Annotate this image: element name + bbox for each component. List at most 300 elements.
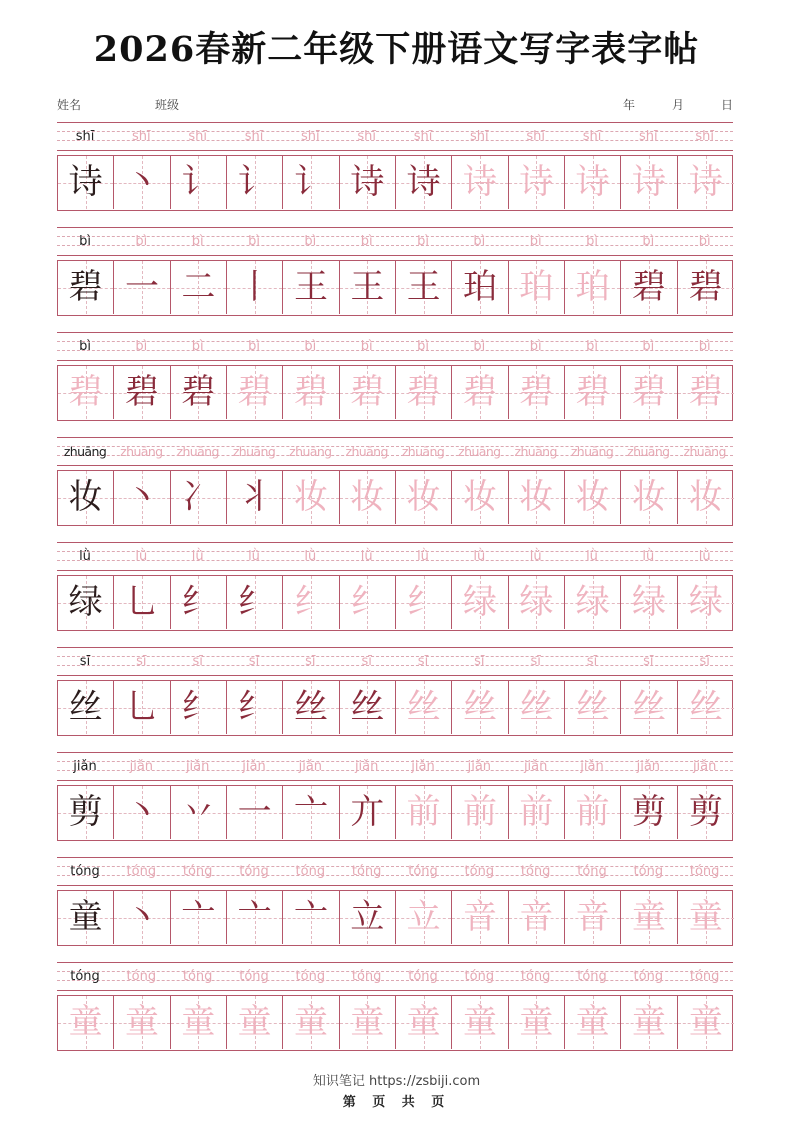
pinyin-trace: tóng [351,969,382,984]
grid-cell[interactable] [565,156,621,209]
pinyin-trace: sī [530,654,541,669]
stroke-character: 诗 [519,162,554,202]
pinyin-trace: sī [417,654,429,669]
pinyin-trace: bì [304,339,317,354]
stroke-character: 纟 [350,582,385,622]
name-label: 姓名 [57,98,82,112]
stroke-character: 音 [575,897,610,937]
pinyin-trace: tóng [182,864,213,879]
stroke-character: 丶 [124,477,159,517]
stroke-character: 碧 [688,267,723,307]
stroke-character: 妆 [406,477,441,517]
year-label: 年 [623,98,636,112]
grid-cell[interactable] [227,996,283,1049]
grid-cell[interactable] [58,891,114,944]
pinyin-trace: jiǎn [523,759,548,774]
grid-cell[interactable] [114,366,170,419]
stroke-character: 童 [293,1002,328,1042]
pinyin-trace: bì [698,234,711,249]
grid-cell[interactable] [678,156,734,209]
pinyin-trace: bì [135,234,148,249]
grid-cell[interactable] [678,891,734,944]
stroke-character: 绿 [462,582,497,622]
grid-cell[interactable] [621,681,677,734]
grid-cell[interactable] [452,681,508,734]
grid-cell[interactable] [565,576,621,629]
stroke-character: 王 [406,267,441,307]
pinyin-band [57,647,733,677]
practice-row [57,227,733,323]
stroke-character: 童 [575,1002,610,1042]
pinyin-trace: lǜ [698,549,711,564]
pinyin-trace: jiǎn [354,759,379,774]
ruling-line [57,857,733,858]
stroke-character: 诗 [462,162,497,202]
pinyin-trace: jiǎn [636,759,661,774]
grid-cell[interactable] [452,261,508,314]
grid-cell[interactable] [340,576,396,629]
stroke-character: 前 [462,792,497,832]
grid-cell[interactable] [227,576,283,629]
pinyin-trace: zhuāng [570,444,614,459]
pinyin-trace: tóng [689,969,720,984]
ruling-line [57,962,733,963]
pinyin-trace: tóng [408,969,438,984]
grid-cell[interactable] [565,366,621,419]
grid-cell[interactable] [58,576,114,629]
grid-cell[interactable] [621,576,677,629]
grid-cell[interactable] [171,471,227,524]
grid-cell[interactable] [396,576,452,629]
stroke-character: 珀 [575,267,610,307]
stroke-character: 纟 [237,582,272,622]
stroke-character: 讠 [237,162,272,202]
grid-cell[interactable] [227,681,283,734]
stroke-character: 乚 [124,687,159,727]
grid-cell[interactable] [509,681,565,734]
page-number: 第 页 共 页 [342,1095,451,1110]
tianzige-grid [57,680,733,736]
stroke-character: 丝 [631,687,666,727]
grid-cell[interactable] [114,891,170,944]
grid-cell[interactable] [171,576,227,629]
pinyin-trace: bì [642,339,655,354]
stroke-character: 碧 [406,372,441,412]
grid-cell[interactable] [171,891,227,944]
stroke-character: 前 [575,792,610,832]
pinyin-band [57,122,733,152]
tianzige-grid [57,995,733,1051]
pinyin-trace: bì [360,339,373,354]
stroke-character: 碧 [124,372,159,412]
pinyin-trace: tóng [126,969,157,984]
grid-cell[interactable] [227,156,283,209]
grid-cell[interactable] [621,261,677,314]
stroke-character: 妆 [462,477,497,517]
pinyin-trace: jiǎn [129,759,154,774]
grid-cell[interactable] [340,366,396,419]
stroke-character: 童 [631,1002,666,1042]
pinyin-trace: jiǎn [580,759,604,774]
stroke-character: 剪 [631,792,666,832]
grid-cell[interactable] [678,786,734,839]
grid-cell[interactable] [565,681,621,734]
grid-cell[interactable] [58,261,114,314]
stroke-character: 丶 [124,162,159,202]
grid-cell[interactable] [340,261,396,314]
grid-cell[interactable] [283,576,339,629]
grid-cell[interactable] [452,576,508,629]
pinyin-trace: shī [526,129,545,144]
pinyin-trace: shī [413,129,433,144]
grid-cell[interactable] [509,786,565,839]
model-character: 妆 [68,477,103,517]
grid-cell[interactable] [171,681,227,734]
pinyin-trace: tóng [577,969,607,984]
pinyin-trace: jiǎn [185,759,210,774]
pinyin-trace: bì [642,234,655,249]
grid-cell[interactable] [227,261,283,314]
pinyin-trace: sī [136,654,147,669]
ruling-line [57,465,733,466]
grid-cell[interactable] [509,576,565,629]
stroke-character: 前 [519,792,554,832]
grid-cell[interactable] [58,996,114,1049]
grid-cell[interactable] [621,366,677,419]
grid-cell[interactable] [621,471,677,524]
stroke-character: 诗 [406,162,441,202]
ruling-line [57,360,733,361]
stroke-character: 纟 [181,582,216,622]
pinyin-trace: bì [360,234,373,249]
day-label: 日 [721,98,734,112]
grid-cell[interactable] [227,366,283,419]
grid-cell[interactable] [452,471,508,524]
stroke-character: 一 [124,267,159,307]
grid-cell[interactable] [58,786,114,839]
pinyin-trace: bì [417,234,429,249]
pinyin-trace: tóng [464,969,495,984]
grid-cell[interactable] [678,681,734,734]
grid-cell[interactable] [340,471,396,524]
pinyin-trace: sī [361,654,372,669]
pinyin-trace: bì [304,234,317,249]
stroke-character: 妆 [631,477,666,517]
grid-cell[interactable] [452,891,508,944]
model-character: 剪 [68,792,103,832]
stroke-character: 碧 [575,372,610,412]
pinyin-trace: bì [473,339,486,354]
stroke-character: 前 [406,792,441,832]
grid-cell[interactable] [340,891,396,944]
grid-cell[interactable] [565,471,621,524]
stroke-character: 绿 [575,582,610,622]
grid-cell[interactable] [565,891,621,944]
stroke-character: 童 [519,1002,554,1042]
pinyin-band [57,437,733,467]
grid-cell[interactable] [114,576,170,629]
grid-cell[interactable] [283,996,339,1049]
grid-cell[interactable] [396,891,452,944]
pinyin-label: shī [75,129,95,144]
grid-cell[interactable] [678,996,734,1049]
pinyin-trace: zhuāng [401,444,445,459]
grid-cell[interactable] [171,156,227,209]
grid-cell[interactable] [452,996,508,1049]
grid-cell[interactable] [452,786,508,839]
grid-cell[interactable] [283,261,339,314]
pinyin-trace: bì [698,339,711,354]
pinyin-label: sī [79,654,91,669]
stroke-character: 亠 [293,792,328,832]
stroke-character: 丶 [124,897,159,937]
grid-cell[interactable] [340,786,396,839]
model-character: 碧 [68,267,103,307]
grid-cell[interactable] [678,261,734,314]
grid-cell[interactable] [114,681,170,734]
grid-cell[interactable] [509,156,565,209]
grid-cell[interactable] [621,156,677,209]
stroke-character: 妆 [519,477,554,517]
pinyin-trace: tóng [351,864,382,879]
pinyin-trace: sī [305,654,316,669]
pinyin-trace: shī [188,129,207,144]
stroke-character: 童 [631,897,666,937]
stroke-character: 亠 [181,897,216,937]
model-character: 诗 [68,162,103,202]
pinyin-trace: tóng [239,864,269,879]
grid-cell[interactable] [396,261,452,314]
stroke-character: 丝 [293,687,328,727]
practice-row [57,332,733,428]
grid-cell[interactable] [565,261,621,314]
grid-cell[interactable] [171,996,227,1049]
grid-cell[interactable] [58,681,114,734]
grid-cell[interactable] [396,996,452,1049]
stroke-character: 童 [237,1002,272,1042]
stroke-character: 剪 [688,792,723,832]
grid-cell[interactable] [678,471,734,524]
stroke-character: 诗 [350,162,385,202]
pinyin-label: tóng [70,969,100,984]
pinyin-label: tóng [70,864,100,879]
grid-cell[interactable] [340,681,396,734]
stroke-character: 碧 [519,372,554,412]
grid-cell[interactable] [452,156,508,209]
pinyin-trace: zhuāng [289,444,332,459]
stroke-character: 音 [462,897,497,937]
grid-cell[interactable] [509,471,565,524]
grid-cell[interactable] [114,786,170,839]
pinyin-band [57,857,733,887]
grid-cell[interactable] [396,786,452,839]
practice-row [57,752,733,848]
grid-cell[interactable] [509,891,565,944]
grid-cell[interactable] [340,156,396,209]
grid-cell[interactable] [283,366,339,419]
grid-cell[interactable] [114,261,170,314]
pinyin-trace: tóng [126,864,157,879]
stroke-character: 碧 [350,372,385,412]
stroke-character: 纟 [293,582,328,622]
model-character: 童 [68,897,103,937]
pinyin-trace: sī [474,654,485,669]
pinyin-trace: sī [192,654,203,669]
stroke-character: 丝 [350,687,385,727]
pinyin-trace: bì [191,339,204,354]
stroke-character: 妆 [350,477,385,517]
grid-cell[interactable] [621,786,677,839]
grid-cell[interactable] [58,471,114,524]
practice-row [57,437,733,533]
grid-cell[interactable] [396,471,452,524]
ruling-line [57,780,733,781]
stroke-character: 碧 [462,372,497,412]
class-label: 班级 [155,98,180,112]
stroke-character: 诗 [575,162,610,202]
model-character: 童 [68,1002,103,1042]
stroke-character: 碧 [181,372,216,412]
pinyin-trace: lǜ [417,549,429,564]
grid-cell[interactable] [114,471,170,524]
pinyin-trace: zhuāng [683,444,726,459]
pinyin-trace: zhuāng [232,444,276,459]
grid-cell[interactable] [565,786,621,839]
stroke-character: 绿 [688,582,723,622]
grid-cell[interactable] [565,996,621,1049]
stroke-character: 丨 [237,267,272,307]
stroke-character: 丷 [181,792,216,832]
pinyin-label: zhuāng [63,444,107,459]
pinyin-band [57,962,733,992]
pinyin-label: lǜ [79,549,91,564]
pinyin-label: bì [79,234,91,249]
stroke-character: 丝 [688,687,723,727]
stroke-character: 绿 [631,582,666,622]
grid-cell[interactable] [283,471,339,524]
practice-row [57,542,733,638]
stroke-character: 诗 [688,162,723,202]
pinyin-trace: tóng [520,864,551,879]
stroke-character: 丬 [237,477,272,517]
grid-cell[interactable] [171,366,227,419]
stroke-character: 童 [688,1002,723,1042]
grid-cell[interactable] [227,891,283,944]
grid-cell[interactable] [58,156,114,209]
grid-cell[interactable] [509,261,565,314]
stroke-character: 童 [406,1002,441,1042]
pinyin-trace: shī [639,129,658,144]
pinyin-trace: sī [248,654,260,669]
model-character: 绿 [68,582,103,622]
practice-row [57,122,733,218]
grid-cell[interactable] [396,366,452,419]
pinyin-band [57,542,733,572]
stroke-character: 碧 [293,372,328,412]
stroke-character: 讠 [181,162,216,202]
grid-cell[interactable] [227,786,283,839]
grid-cell[interactable] [283,786,339,839]
stroke-character: 丝 [462,687,497,727]
pinyin-trace: lǜ [642,549,655,564]
stroke-character: 王 [350,267,385,307]
ruling-line [57,122,733,123]
grid-cell[interactable] [114,156,170,209]
grid-cell[interactable] [509,996,565,1049]
stroke-character: 童 [462,1002,497,1042]
grid-cell[interactable] [509,366,565,419]
stroke-character: 丝 [575,687,610,727]
stroke-character: 讠 [293,162,328,202]
grid-cell[interactable] [171,786,227,839]
grid-cell[interactable] [621,891,677,944]
stroke-character: 音 [519,897,554,937]
stroke-character: 亣 [350,792,385,832]
grid-cell[interactable] [396,156,452,209]
pinyin-trace: zhuāng [627,444,670,459]
pinyin-trace: zhuāng [458,444,501,459]
pinyin-trace: sī [699,654,710,669]
grid-cell[interactable] [396,681,452,734]
grid-cell[interactable] [452,366,508,419]
ruling-line [57,647,733,648]
pinyin-trace: bì [248,339,260,354]
pinyin-trace: zhuāng [120,444,163,459]
grid-cell[interactable] [678,576,734,629]
pinyin-trace: lǜ [135,549,148,564]
pinyin-trace: bì [586,234,598,249]
pinyin-trace: tóng [239,969,269,984]
pinyin-trace: lǜ [473,549,486,564]
pinyin-trace: lǜ [191,549,204,564]
grid-cell[interactable] [283,891,339,944]
pinyin-trace: sī [643,654,654,669]
ruling-line [57,255,733,256]
stroke-character: 纟 [237,687,272,727]
grid-cell[interactable] [58,366,114,419]
tianzige-grid [57,155,733,211]
grid-cell[interactable] [340,996,396,1049]
pinyin-trace: tóng [520,969,551,984]
pinyin-trace: zhuāng [514,444,557,459]
stroke-character: 纟 [406,582,441,622]
grid-cell[interactable] [283,681,339,734]
stroke-character: 碧 [631,372,666,412]
grid-cell[interactable] [227,471,283,524]
pinyin-trace: jiǎn [298,759,323,774]
grid-cell[interactable] [171,261,227,314]
grid-cell[interactable] [621,996,677,1049]
pinyin-trace: shī [244,129,264,144]
pinyin-trace: jiǎn [242,759,266,774]
stroke-character: 碧 [631,267,666,307]
stroke-character: 诗 [631,162,666,202]
pinyin-trace: jiǎn [692,759,717,774]
stroke-character: 亠 [293,897,328,937]
practice-row [57,647,733,743]
tianzige-grid [57,470,733,526]
pinyin-label: bì [79,339,91,354]
pinyin-trace: zhuāng [345,444,388,459]
pinyin-trace: jiǎn [411,759,435,774]
grid-cell[interactable] [114,996,170,1049]
pinyin-trace: lǜ [529,549,542,564]
pinyin-trace: bì [248,234,260,249]
stroke-character: 童 [124,1002,159,1042]
grid-cell[interactable] [678,366,734,419]
stroke-character: 冫 [181,477,216,517]
grid-cell[interactable] [283,156,339,209]
